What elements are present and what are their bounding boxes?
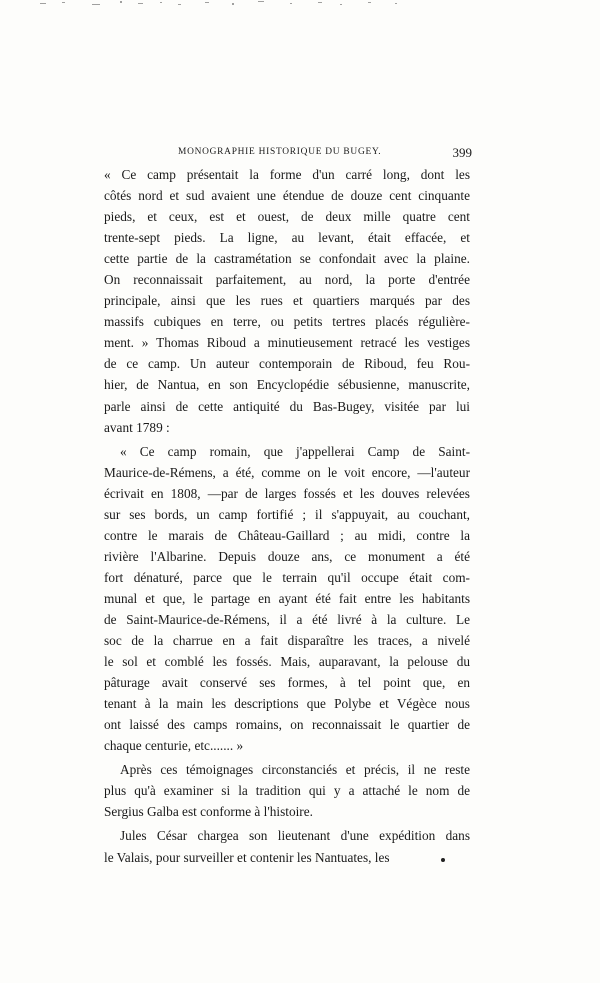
text-line: Sergius Galba est conforme à l'histoire. xyxy=(104,804,313,820)
text-line: Jules César chargea son lieutenant d'une expédition dans xyxy=(120,828,470,844)
text-line: de ce camp. Un auteur contemporain de Riboud, feu Rou- xyxy=(104,356,470,372)
text-line: On reconnaissait parfaitement, au nord, la porte d'entrée xyxy=(104,272,470,288)
page-number: 399 xyxy=(452,145,472,160)
text-line: soc de la charrue en a fait disparaître les traces, a nivelé xyxy=(104,633,470,649)
body-text xyxy=(104,164,470,868)
scan-edge-specks xyxy=(0,0,600,14)
text-line: tenant à la main les descriptions que Polybe et Végèce nous xyxy=(104,696,470,712)
text-line: fort dénaturé, parce que le terrain qu'il occupe était com- xyxy=(104,569,470,585)
text-line: avant 1789 : xyxy=(104,419,170,435)
paragraph xyxy=(104,759,470,822)
text-line: le Valais, pour surveiller et contenir les Nantuates, les xyxy=(104,849,390,865)
text-line: écrivait en 1808, —par de larges fossés et les douves relevées xyxy=(104,485,470,501)
text-line: principale, ainsi que les rues et quartiers marqués par des xyxy=(104,293,470,309)
text-line: pâturage avait conservé ses formes, à tel point que, en xyxy=(104,675,470,691)
text-line: hier, de Nantua, en son Encyclopédie sébusienne, manuscrite, xyxy=(104,377,470,393)
text-line: chaque centurie, etc....... » xyxy=(104,738,244,754)
text-line: contre le marais de Château-Gaillard ; au midi, contre la xyxy=(104,527,470,543)
text-line: Après ces témoignages circonstanciés et précis, il ne reste xyxy=(120,762,470,778)
text-line: côtés nord et sud avaient une étendue de douze cent cinquante xyxy=(104,188,470,204)
text-line: de Saint-Maurice-de-Rémens, il a été livré à la culture. Le xyxy=(104,611,470,627)
text-line: parle ainsi de cette antiquité du Bas-Bugey, visitée par lui xyxy=(104,398,470,414)
paragraph xyxy=(104,441,470,757)
text-line: plus qu'à examiner si la tradition qui y a attaché le nom de xyxy=(104,783,470,799)
text-line: « Ce camp présentait la forme d'un carré long, dont les xyxy=(104,167,470,182)
text-line: trente-sept pieds. La ligne, au levant, était effacée, et xyxy=(104,230,470,246)
ink-speck xyxy=(441,858,445,862)
paragraph xyxy=(104,825,470,867)
text-line: massifs cubiques en terre, ou petits tertres placés régulière- xyxy=(104,314,470,330)
text-line: sur ses bords, un camp fortifié ; il s'appuyait, au couchant, xyxy=(104,506,470,522)
text-line: Maurice-de-Rémens, a été, comme on le voit encore, —l'auteur xyxy=(104,464,470,480)
text-line: rivière l'Albarine. Depuis douze ans, ce monument a été xyxy=(104,548,470,564)
paragraph xyxy=(104,164,470,438)
page-header xyxy=(178,147,472,163)
text-line: « Ce camp romain, que j'appellerai Camp de Saint- xyxy=(120,443,470,459)
text-line: le sol et comblé les fossés. Mais, auparavant, la pelouse du xyxy=(104,654,470,670)
text-line: cette partie de la castramétation se confondait avec la plaine. xyxy=(104,251,470,267)
text-line: ont laissé des camps romains, on reconnaissait le quartier de xyxy=(104,717,470,733)
text-line: pieds, et ceux, est et ouest, de deux mille quatre cent xyxy=(104,209,470,225)
text-line: ment. » Thomas Riboud a minutieusement retracé les vestiges xyxy=(104,335,470,351)
running-title: MONOGRAPHIE HISTORIQUE DU BUGEY. xyxy=(178,147,382,157)
text-line: munal et que, le partage en ayant été fait entre les habitants xyxy=(104,590,470,606)
